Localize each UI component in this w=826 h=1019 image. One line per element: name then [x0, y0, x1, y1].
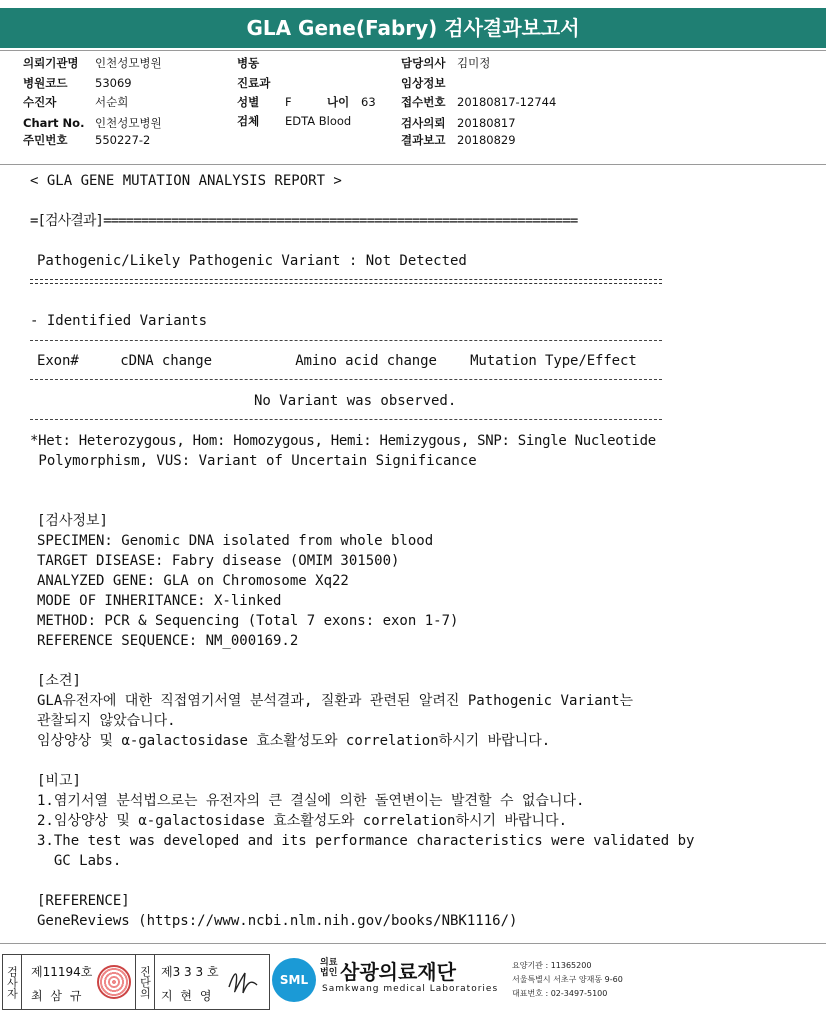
report-footer	[0, 950, 826, 1015]
doctor-label: 담당의사	[401, 56, 446, 70]
reference-line: GeneReviews (https://www.ncbi.nlm.nih.gov/books/NBK1116/)	[37, 913, 518, 929]
receipt-no-value: 20180817-12744	[457, 95, 557, 109]
note-section-title: [비고]	[37, 773, 81, 789]
info-line-method: METHOD: PCR & Sequencing (Total 7 exons: exon 1-7)	[37, 613, 459, 629]
doctor-vertical-label: 진단의	[135, 955, 155, 1009]
specimen-label: 검체	[237, 114, 260, 128]
no-variant-message: No Variant was observed.	[254, 393, 457, 409]
double-rule	[30, 279, 662, 284]
doctor-name: 지 현 영	[161, 989, 214, 1003]
report-heading: < GLA GENE MUTATION ANALYSIS REPORT >	[30, 173, 342, 189]
report-date-value: 20180829	[457, 133, 516, 147]
receipt-no-label: 접수번호	[401, 95, 446, 109]
hospital-name-value: 인천성모병원	[95, 56, 162, 70]
clinical-info-row	[401, 74, 457, 92]
result-section-label: =[검사결과]===============================================================	[30, 213, 578, 229]
report-header	[0, 54, 826, 164]
info-line-inheritance: MODE OF INHERITANCE: X-linked	[37, 593, 282, 609]
clinical-info-label: 임상정보	[401, 76, 446, 90]
doctor-row	[401, 54, 490, 72]
report-title: GLA Gene(Fabry) 검사결과보고서	[0, 8, 826, 48]
sex-value: F	[285, 95, 292, 109]
finding-line-3: 임상양상 및 α-galactosidase 효소활성도와 correlation하시기 바랍니다.	[37, 733, 551, 749]
department-label: 진료과	[237, 76, 271, 90]
doctor-value: 김미정	[457, 56, 491, 70]
sml-logo-icon: SML	[272, 958, 316, 1002]
specimen-value: EDTA Blood	[285, 114, 352, 128]
request-date-row	[401, 114, 516, 132]
org-name: 삼광의료재단	[340, 960, 456, 984]
doctor-license-no: 제3 3 3 호	[161, 965, 219, 979]
info-section-title: [검사정보]	[37, 513, 108, 529]
org-contact-info	[512, 959, 623, 1001]
org-phone: 대표번호 : 02-3497-5100	[512, 989, 608, 998]
age-row	[327, 93, 376, 111]
identified-variants-title: - Identified Variants	[30, 313, 208, 329]
chart-no-label: Chart No.	[23, 116, 85, 130]
note-line-3: 3.The test was developed and its performance characteristics were validated by	[37, 833, 695, 849]
resident-no-row	[23, 131, 150, 149]
hospital-code-row	[23, 74, 132, 92]
table-top-rule	[30, 340, 662, 341]
sex-label: 성별	[237, 95, 260, 109]
org-address: 서울특별시 서초구 양재동 9-60	[512, 975, 623, 984]
ward-row	[237, 54, 285, 72]
note-line-1: 1.염기서열 분석법으로는 유전자의 큰 결실에 의한 돌연변이는 발견할 수 없습니다.	[37, 793, 585, 809]
table-header-rule	[30, 379, 662, 380]
header-separator	[0, 164, 826, 165]
hospital-code-label: 병원코드	[23, 76, 68, 90]
patient-row	[23, 93, 128, 111]
info-line-reference-seq: REFERENCE SEQUENCE: NM_000169.2	[37, 633, 299, 649]
org-legal-label: 의료법인	[320, 958, 338, 978]
sex-row	[237, 93, 292, 111]
age-value: 63	[361, 95, 376, 109]
chart-no-value: 인천성모병원	[95, 116, 162, 130]
request-date-value: 20180817	[457, 116, 516, 130]
tester-vertical-label: 검사자	[3, 955, 22, 1009]
resident-no-value: 550227-2	[95, 133, 151, 147]
title-separator	[0, 50, 826, 51]
hospital-name-row	[23, 54, 162, 72]
note-line-2: 2.임상양상 및 α-galactosidase 효소활성도와 correlation하시기 바랍니다.	[37, 813, 568, 829]
tester-license-no: 제11194호	[31, 965, 93, 979]
reference-section-title: [REFERENCE]	[37, 893, 130, 909]
org-code: 요양기관 : 11365200	[512, 961, 592, 970]
report-date-row	[401, 131, 516, 149]
info-line-gene: ANALYZED GENE: GLA on Chromosome Xq22	[37, 573, 349, 589]
org-english-name: Samkwang medical Laboratories	[322, 984, 499, 994]
tester-name: 최 삼 규	[31, 989, 84, 1003]
finding-line-1: GLA유전자에 대한 직접염기서열 분석결과, 질환과 관련된 알려진 Pathogenic Variant는	[37, 693, 634, 709]
age-label: 나이	[327, 95, 350, 109]
info-line-disease: TARGET DISEASE: Fabry disease (OMIM 301500)	[37, 553, 400, 569]
chart-no-row	[23, 114, 162, 132]
department-row	[237, 74, 285, 92]
note-line-4: GC Labs.	[37, 853, 122, 869]
result-line: Pathogenic/Likely Pathogenic Variant : Not Detected	[37, 253, 467, 269]
request-date-label: 검사의뢰	[401, 116, 446, 130]
variant-table-header: Exon# cDNA change Amino acid change Mutation Type/Effect	[37, 353, 637, 369]
info-line-specimen: SPECIMEN: Genomic DNA isolated from whole blood	[37, 533, 434, 549]
tester-seal-icon	[97, 965, 131, 999]
hospital-code-value: 53069	[95, 76, 132, 90]
resident-no-label: 주민번호	[23, 133, 68, 147]
footnote-line-2: Polymorphism, VUS: Variant of Uncertain Significance	[30, 453, 477, 469]
doctor-signature-icon	[225, 965, 261, 997]
patient-label: 수진자	[23, 95, 57, 109]
specimen-row	[237, 112, 351, 130]
patient-value: 서순희	[95, 95, 129, 109]
report-date-label: 결과보고	[401, 133, 446, 147]
hospital-name-label: 의뢰기관명	[23, 56, 79, 70]
footer-separator	[0, 943, 826, 944]
table-bottom-rule	[30, 419, 662, 420]
finding-line-2: 관찰되지 않았습니다.	[37, 713, 176, 729]
signature-box	[2, 954, 270, 1010]
footnote-line-1: *Het: Heterozygous, Hom: Homozygous, Hemi: Hemizygous, SNP: Single Nucleotide	[30, 433, 656, 449]
receipt-no-row	[401, 93, 556, 111]
finding-section-title: [소견]	[37, 673, 81, 689]
ward-label: 병동	[237, 56, 260, 70]
